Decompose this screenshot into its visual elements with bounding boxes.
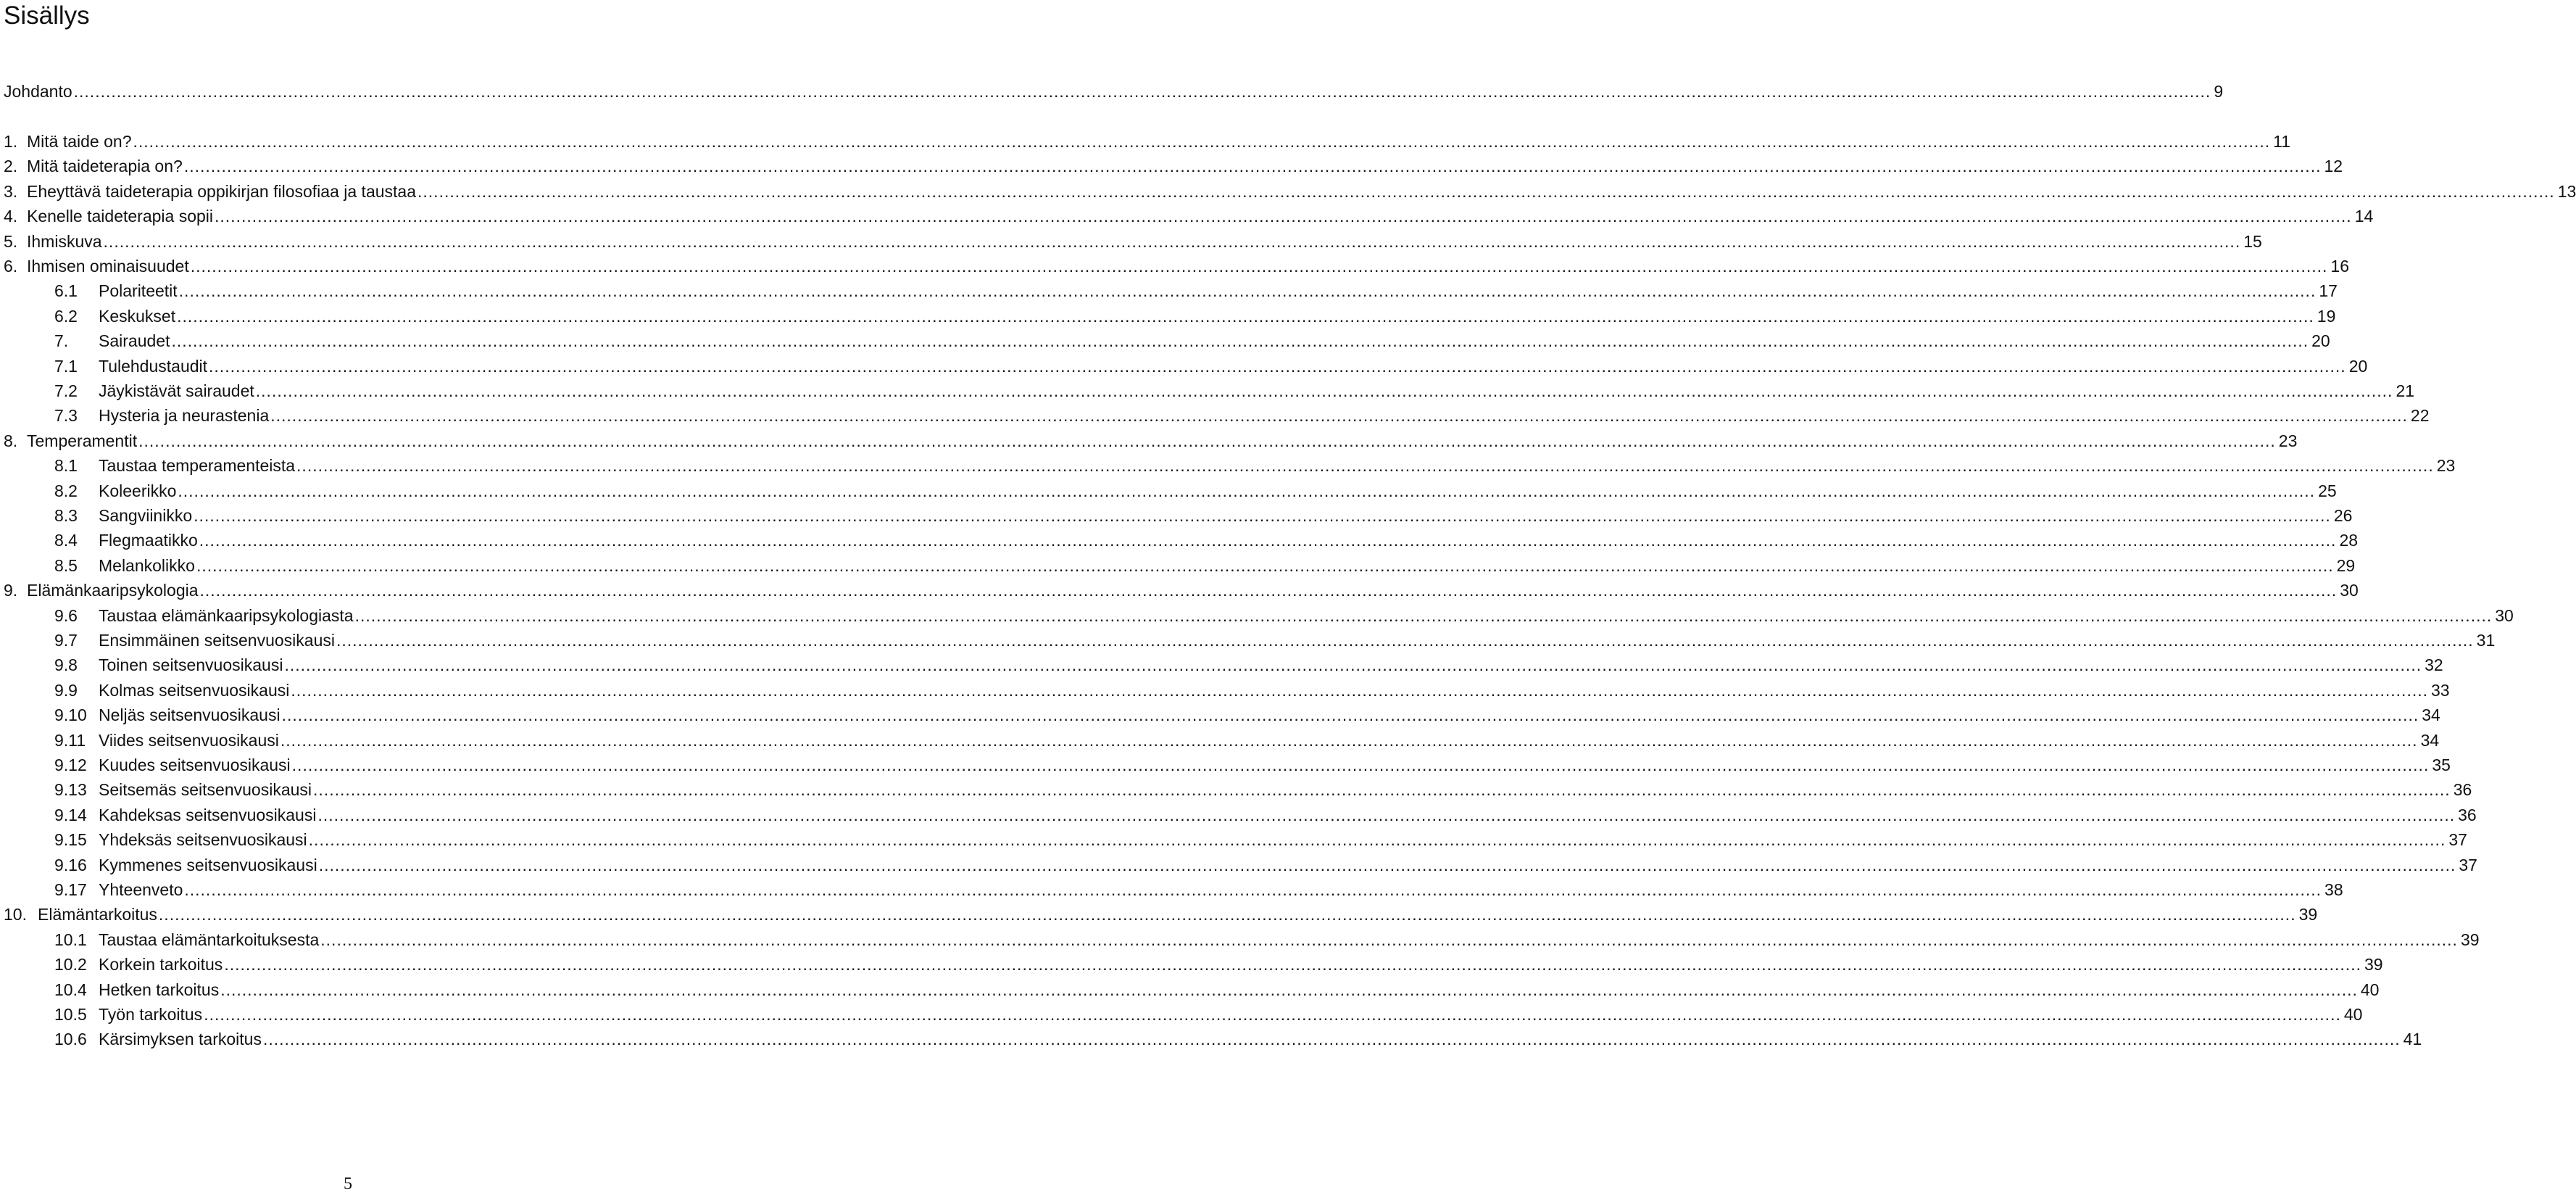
toc-entry[interactable] [0,478,2337,504]
toc-entry-page: 30 [2340,581,2359,600]
toc-entry-number: 6.1 [54,281,78,301]
toc-entry-page: 20 [2311,331,2330,351]
toc-entry-page: 33 [2431,680,2450,700]
toc-entry-page: 29 [2336,555,2356,575]
toc-entry-page: 40 [2360,980,2380,999]
toc-entry-number: 7. [54,331,69,351]
toc-entry-page: 11 [2273,132,2291,151]
toc-entry-page: 14 [2354,207,2374,226]
toc-entry-title: Flegmaatikko [99,531,198,550]
toc-entry-page: 12 [2324,157,2343,176]
toc-entry[interactable] [0,752,2451,778]
toc-entry-number: 7.1 [54,356,78,376]
toc-dot-leader: ............................................................................................................................................................................................................................................................................................................................................................................................................... [262,1030,2401,1049]
toc-entry-title: Hetken tarkoitus [99,980,220,999]
toc-entry-page: 26 [2333,506,2353,525]
toc-entry-page: 35 [2432,756,2451,774]
toc-entry[interactable] [0,527,2359,553]
toc-dot-leader: ............................................................................................................................................................................................................................................................................................................................................................................................................... [336,631,2474,650]
toc-entry-number: 9.10 [54,705,87,725]
toc-entry-title: Taustaa elämänkaaripsykologiasta [99,605,354,625]
toc-entry-title: Toinen seitsenvuosikausi [99,655,283,675]
toc-entry-title: Eheyttävä taideterapia oppikirjan filosofiaa ja taustaa [27,181,417,201]
toc-entry-title: Keskukset [99,306,176,326]
toc-entry-number: 9.7 [54,631,78,650]
toc-entry-number: 1. [4,132,18,151]
toc-entry-page: 15 [2243,231,2262,251]
toc-dot-leader: ............................................................................................................................................................................................................................................................................................................................................................................................................... [184,880,2322,899]
toc-dot-leader: ............................................................................................................................................................................................................................................................................................................................................................................................................... [280,730,2418,750]
toc-entry-page: 39 [2364,955,2383,975]
toc-entry[interactable] [0,852,2477,878]
toc-entry-number: 8.3 [54,506,78,525]
toc-entry-page: 37 [2448,830,2467,850]
toc-entry-number: 8. [4,431,18,450]
toc-dot-leader: ............................................................................................................................................................................................................................................................................................................................................................................................................... [190,257,2328,276]
toc-entry-title: Kahdeksas seitsenvuosikausi [99,805,317,824]
toc-entry[interactable] [0,877,2343,903]
toc-entry-title: Kymmenes seitsenvuosikausi [99,855,317,874]
toc-entry-page: 21 [2396,381,2415,400]
toc-entry[interactable] [0,627,2496,653]
toc-entry-page: 39 [2298,905,2318,924]
toc-entry-page: 30 [2495,605,2514,625]
toc-entry-title: Mitä taideterapia on? [27,157,183,176]
toc-entry-number: 10.4 [54,980,87,999]
toc-entry[interactable] [0,402,2430,429]
toc-entry-number: 5. [4,231,18,251]
toc-entry-title: Elämänkaaripsykologia [27,581,199,600]
toc-entry-page: 36 [2453,780,2472,800]
toc-entry-page: 25 [2318,481,2337,500]
toc-entry-title: Taustaa temperamenteista [99,456,296,476]
toc-entry[interactable] [0,378,2415,404]
toc-dot-leader: ............................................................................................................................................................................................................................................................................................................................................................................................................... [291,680,2429,700]
toc-dot-leader: ............................................................................................................................................................................................................................................................................................................................................................................................................... [103,231,2241,251]
toc-entry[interactable] [0,702,2440,728]
toc-dot-leader: ............................................................................................................................................................................................................................................................................................................................................................................................................... [270,406,2408,426]
page-title: Sisällys [4,1,90,30]
toc-entry-page: 38 [2324,880,2343,899]
toc-dot-leader: ............................................................................................................................................................................................................................................................................................................................................................................................................... [194,506,2331,525]
toc-dot-leader: ............................................................................................................................................................................................................................................................................................................................................................................................................... [317,805,2456,824]
toc-dot-leader: ............................................................................................................................................................................................................................................................................................................................................................................................................... [308,830,2446,850]
toc-entry-title: Temperamentit [27,431,138,450]
toc-entry-title: Korkein tarkoitus [99,955,223,975]
toc-entry[interactable] [0,777,2472,803]
toc-entry-title: Mitä taide on? [27,132,132,151]
toc-entry-number: 10. [4,905,27,924]
toc-entry-number: 10.1 [54,930,87,949]
toc-entry-title: Seitsemäs seitsenvuosikausi [99,780,312,800]
toc-entry[interactable] [0,827,2467,853]
toc-entry-number: 9.6 [54,605,78,625]
toc-entry-title: Kärsimyksen tarkoitus [99,1030,262,1049]
toc-entry[interactable] [0,178,2576,204]
toc-entry-title: Johdanto [4,82,72,101]
toc-entry[interactable] [0,502,2353,529]
toc-dot-leader: ............................................................................................................................................................................................................................................................................................................................................................................................................... [255,381,2393,400]
toc-dot-leader: ............................................................................................................................................................................................................................................................................................................................................................................................................... [296,456,2434,476]
toc-entry-page: 19 [2317,306,2336,326]
toc-entry-page: 31 [2476,631,2496,650]
toc-dot-leader: ............................................................................................................................................................................................................................................................................................................................................................................................................... [215,207,2352,226]
toc-entry-title: Kenelle taideterapia sopii [27,207,214,226]
toc-dot-leader: ............................................................................................................................................................................................................................................................................................................................................................................................................... [220,980,2358,999]
toc-entry-page: 36 [2458,805,2477,824]
toc-entry[interactable] [0,128,2291,154]
toc-entry[interactable] [0,1001,2363,1027]
toc-dot-leader: ............................................................................................................................................................................................................................................................................................................................................................................................................... [204,1005,2341,1024]
toc-entry[interactable] [0,677,2450,703]
toc-entry[interactable] [0,253,2349,279]
toc-dot-leader: ............................................................................................................................................................................................................................................................................................................................................................................................................... [177,306,2314,326]
toc-dot-leader: ............................................................................................................................................................................................................................................................................................................................................................................................................... [196,555,2334,575]
toc-entry-title: Yhdeksäs seitsenvuosikausi [99,830,307,850]
toc-dot-leader: ............................................................................................................................................................................................................................................................................................................................................................................................................... [133,132,2271,151]
toc-entry[interactable] [0,652,2443,678]
toc-entry-title: Taustaa elämäntarkoituksesta [99,930,320,949]
toc-entry[interactable] [0,303,2336,329]
toc-entry-page: 22 [2410,406,2430,426]
toc-entry-title: Ihmisen ominaisuudet [27,257,189,276]
toc-entry-title: Koleerikko [99,481,177,500]
toc-entry-number: 9.8 [54,655,78,675]
toc-dot-leader: ............................................................................................................................................................................................................................................................................................................................................................................................................... [171,331,2309,351]
toc-dot-leader: ............................................................................................................................................................................................................................................................................................................................................................................................................... [313,780,2451,800]
toc-entry-page: 23 [2436,456,2456,476]
toc-entry-title: Kuudes seitsenvuosikausi [99,756,291,774]
toc-entry[interactable] [0,577,2359,603]
toc-entry-page: 20 [2348,356,2368,376]
toc-entry[interactable] [0,203,2374,229]
toc-dot-leader: ............................................................................................................................................................................................................................................................................................................................................................................................................... [158,905,2296,924]
toc-entry-number: 8.4 [54,531,78,550]
toc-entry[interactable] [0,927,2480,953]
toc-dot-leader: ............................................................................................................................................................................................................................................................................................................................................................................................................... [320,930,2458,949]
toc-entry-title: Työn tarkoitus [99,1005,203,1024]
toc-entry-number: 9.12 [54,756,87,774]
toc-entry-page: 40 [2343,1005,2363,1024]
toc-entry[interactable] [0,353,2368,379]
toc-entry-page: 9 [2214,82,2224,101]
toc-dot-leader: ............................................................................................................................................................................................................................................................................................................................................................................................................... [178,481,2316,500]
toc-entry-title: Melankolikko [99,555,195,575]
toc-entry-page: 23 [2278,431,2298,450]
toc-dot-leader: ............................................................................................................................................................................................................................................................................................................................................................................................................... [417,181,2555,201]
toc-entry-title: Jäykistävät sairaudet [99,381,254,400]
toc-entry-number: 9.16 [54,855,87,874]
toc-entry[interactable] [0,553,2356,579]
toc-dot-leader: ............................................................................................................................................................................................................................................................................................................................................................................................................... [199,581,2338,600]
toc-entry-number: 9.11 [54,730,86,750]
toc-entry-number: 7.3 [54,406,78,426]
toc-entry[interactable] [0,1026,2422,1052]
toc-entry-page: 41 [2403,1030,2422,1049]
page-number: 5 [344,1175,352,1193]
toc-entry-number: 2. [4,157,18,176]
toc-entry-page: 32 [2425,655,2443,675]
toc-entry-number: 4. [4,207,18,226]
toc-dot-leader: ............................................................................................................................................................................................................................................................................................................................................................................................................... [224,955,2361,975]
toc-entry-number: 10.6 [54,1030,87,1049]
toc-entry-page: 39 [2460,930,2480,949]
toc-dot-leader: ............................................................................................................................................................................................................................................................................................................................................................................................................... [199,531,2337,550]
toc-entry-title: Tulehdustaudit [99,356,208,376]
toc-entry[interactable] [0,727,2440,753]
toc-entry[interactable] [0,78,2224,104]
toc-entry[interactable] [0,328,2330,354]
toc-dot-leader: ............................................................................................................................................................................................................................................................................................................................................................................................................... [73,82,2211,101]
toc-entry-number: 3. [4,181,18,201]
toc-entry-title: Kolmas seitsenvuosikausi [99,680,290,700]
toc-entry-number: 9.15 [54,830,87,850]
toc-entry[interactable] [0,901,2318,927]
toc-entry[interactable] [0,228,2262,255]
toc-entry-number: 8.5 [54,555,78,575]
toc-entry[interactable] [0,802,2477,828]
toc-entry-page: 13 [2557,181,2576,201]
toc-entry-number: 9.13 [54,780,87,800]
toc-dot-leader: ............................................................................................................................................................................................................................................................................................................................................................................................................... [281,705,2419,725]
toc-entry[interactable] [0,977,2380,1003]
toc-entry-page: 37 [2459,855,2477,874]
toc-entry[interactable] [0,452,2456,479]
toc-entry-number: 6.2 [54,306,78,326]
toc-entry-number: 9.14 [54,805,87,824]
toc-entry-number: 8.1 [54,456,78,476]
toc-dot-leader: ............................................................................................................................................................................................................................................................................................................................................................................................................... [354,605,2493,625]
toc-entry[interactable] [0,428,2298,454]
toc-entry[interactable] [0,951,2383,977]
toc-entry-page: 16 [2330,257,2349,276]
toc-entry-title: Hysteria ja neurastenia [99,406,270,426]
toc-entry[interactable] [0,153,2343,179]
toc-entry-title: Sangviinikko [99,506,193,525]
toc-entry-title: Polariteetit [99,281,178,301]
toc-entry-number: 10.2 [54,955,87,975]
toc-entry-number: 9. [4,581,18,600]
toc-entry[interactable] [0,278,2338,304]
toc-entry[interactable] [0,603,2514,629]
toc-entry-title: Ensimmäinen seitsenvuosikausi [99,631,335,650]
toc-entry-title: Neljäs seitsenvuosikausi [99,705,281,725]
toc-dot-leader: ............................................................................................................................................................................................................................................................................................................................................................................................................... [284,655,2422,675]
toc-entry-title: Yhteenveto [99,880,183,899]
toc-entry-page: 17 [2319,281,2338,301]
toc-dot-leader: ............................................................................................................................................................................................................................................................................................................................................................................................................... [209,356,2346,376]
toc-entry-title: Elämäntarkoitus [38,905,157,924]
toc-dot-leader: ............................................................................................................................................................................................................................................................................................................................................................................................................... [178,281,2317,301]
toc-entry-number: 9.17 [54,880,87,899]
toc-entry-number: 8.2 [54,481,78,500]
toc-dot-leader: ............................................................................................................................................................................................................................................................................................................................................................................................................... [183,157,2322,176]
toc-entry-number: 6. [4,257,18,276]
toc-dot-leader: ............................................................................................................................................................................................................................................................................................................................................................................................................... [138,431,2276,450]
toc-entry-page: 34 [2420,730,2440,750]
toc-entry-page: 28 [2339,531,2359,550]
toc-entry-number: 7.2 [54,381,78,400]
toc-dot-leader: ............................................................................................................................................................................................................................................................................................................................................................................................................... [291,756,2430,774]
toc-dot-leader: ............................................................................................................................................................................................................................................................................................................................................................................................................... [318,855,2456,874]
toc-entry-number: 9.9 [54,680,78,700]
toc-entry-page: 34 [2422,705,2440,725]
toc-entry-title: Ihmiskuva [27,231,102,251]
toc-entry-title: Viides seitsenvuosikausi [99,730,279,750]
toc-entry-title: Sairaudet [99,331,170,351]
toc-entry-number: 10.5 [54,1005,87,1024]
